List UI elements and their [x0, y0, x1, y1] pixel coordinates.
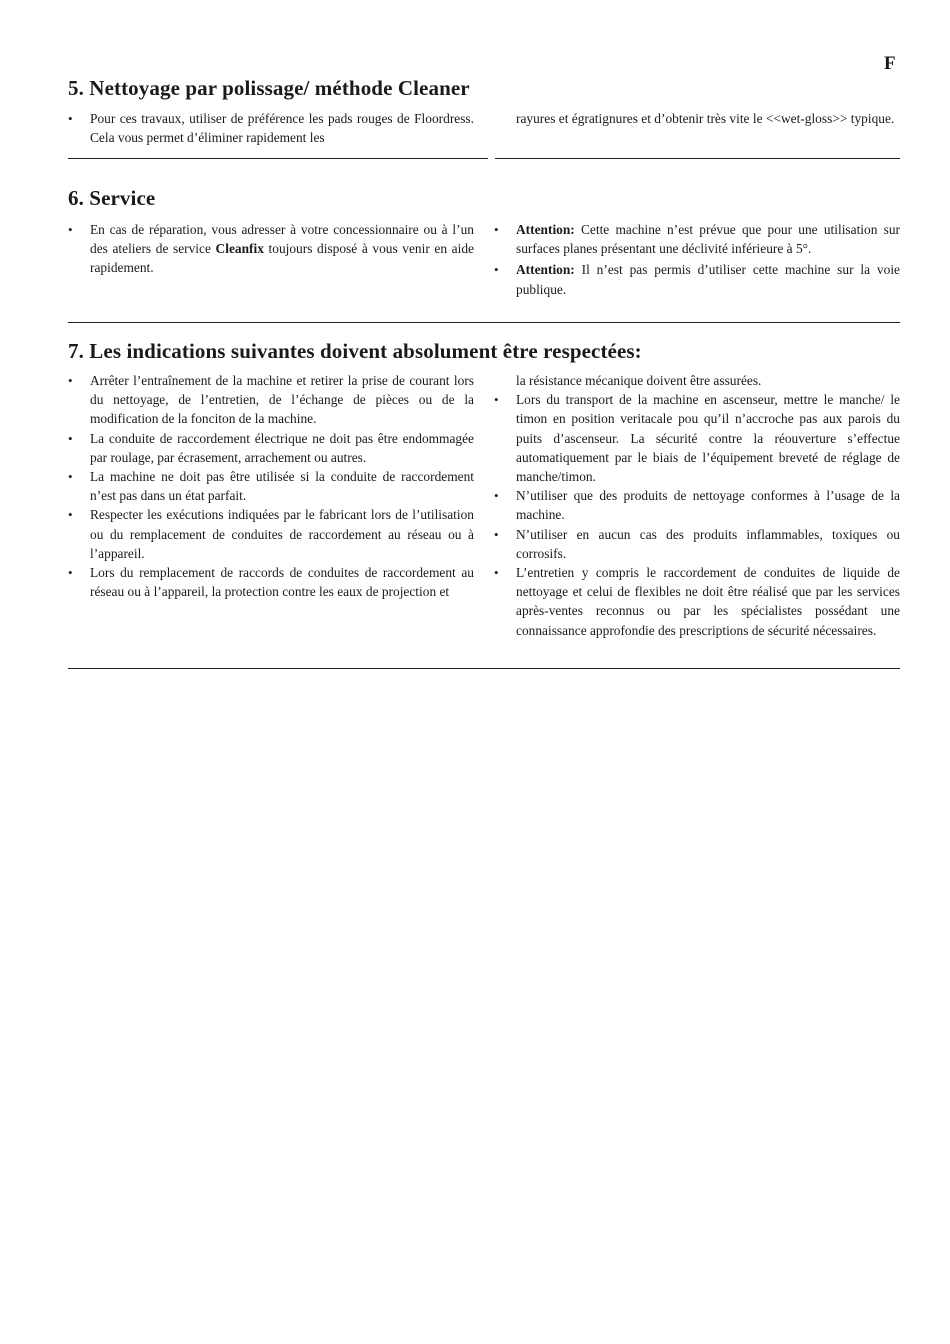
- section-5: [68, 76, 900, 147]
- list-item: • Pour ces travaux, utiliser de préférence les pads rouges de Floordress. Cela vous permet d’éliminer rapidement les: [68, 109, 474, 147]
- divider: [495, 158, 900, 159]
- language-mark: F: [884, 53, 896, 74]
- list-item: [68, 220, 474, 278]
- list-item: • La machine ne doit pas être utilisée si la conduite de raccordement n’est pas dans un état parfait.: [68, 467, 474, 505]
- list-item: • L’entretien y compris le raccordement de conduites de liquide de nettoyage et celui de flexibles ne doit être réalisé que par les services après-ventes reconnus ou par les spécialistes possédant une connaissance approfondie des prescriptions de sécurité nécessaires.: [494, 563, 900, 640]
- list-item: [494, 260, 900, 298]
- item-text: toujours disposé à vous venir en aide rapidement.: [90, 241, 474, 276]
- list-item: • N’utiliser que des produits de nettoyage conformes à l’usage de la machine.: [494, 486, 900, 524]
- item-text: Cette machine n’est prévue que pour une utilisation sur surfaces planes présentant une déclivité inférieure à 5°.: [516, 222, 900, 257]
- section-6-right-column: [494, 220, 900, 299]
- continuation-text: la résistance mécanique doivent être assurées.: [516, 373, 762, 388]
- divider: [68, 668, 900, 669]
- list-item: • Respecter les exécutions indiquées par le fabricant lors de l’utilisation ou du remplacement de conduites de raccordement au réseau ou à l’appareil.: [68, 505, 474, 563]
- item-text: En cas de réparation, vous adresser à votre concessionnaire ou à l’un des ateliers de service: [90, 222, 474, 257]
- attention-label: Attention:: [516, 222, 575, 237]
- list-item: [494, 220, 900, 258]
- list-item: • Lors du transport de la machine en ascenseur, mettre le manche/ le timon en position veritacale pou qu’il n’accroche pas aux parois du puits d’ascenseur. La sécurité contre la réouverture s’effectue automatiquement par le biais de l’équipement breveté de réglage de manche/timon.: [494, 390, 900, 486]
- section-5-title: 5. Nettoyage par polissage/ méthode Cleaner: [68, 76, 470, 100]
- attention-label: Attention:: [516, 262, 575, 278]
- section-7-right-column: [494, 371, 900, 640]
- section-6-left-column: [68, 220, 474, 299]
- section-7: [68, 339, 900, 640]
- continuation-text: rayures et égratignures et d’obtenir très vite le <<wet-gloss>> typique.: [516, 111, 895, 126]
- item-text: Il n’est pas permis d’utiliser cette machine sur la voie publique.: [516, 262, 900, 297]
- divider: [68, 322, 900, 323]
- list-item: • N’utiliser en aucun cas des produits inflammables, toxiques ou corrosifs.: [494, 525, 900, 563]
- section-7-left-column: [68, 371, 474, 640]
- list-item: • La conduite de raccordement électrique ne doit pas être endommagée par roulage, par écrasement, arrachement ou autres.: [68, 429, 474, 467]
- section-5-right-column: [494, 109, 900, 147]
- list-item: • Arrêter l’entraînement de la machine et retirer la prise de courant lors du nettoyage, de l’entretien, de l’échange de pièces ou de la modification de la fonciton de la machine.: [68, 371, 474, 429]
- divider: [68, 158, 488, 159]
- section-6: [68, 186, 900, 299]
- section-6-title: 6. Service: [68, 186, 156, 210]
- section-7-title: 7. Les indications suivantes doivent absolument être respectées:: [68, 339, 642, 363]
- list-item: • Lors du remplacement de raccords de conduites de raccordement au réseau ou à l’appareil, la protection contre les eaux de projection et: [68, 563, 474, 601]
- section-5-left-column: [68, 109, 474, 147]
- brand-name: Cleanfix: [215, 241, 264, 257]
